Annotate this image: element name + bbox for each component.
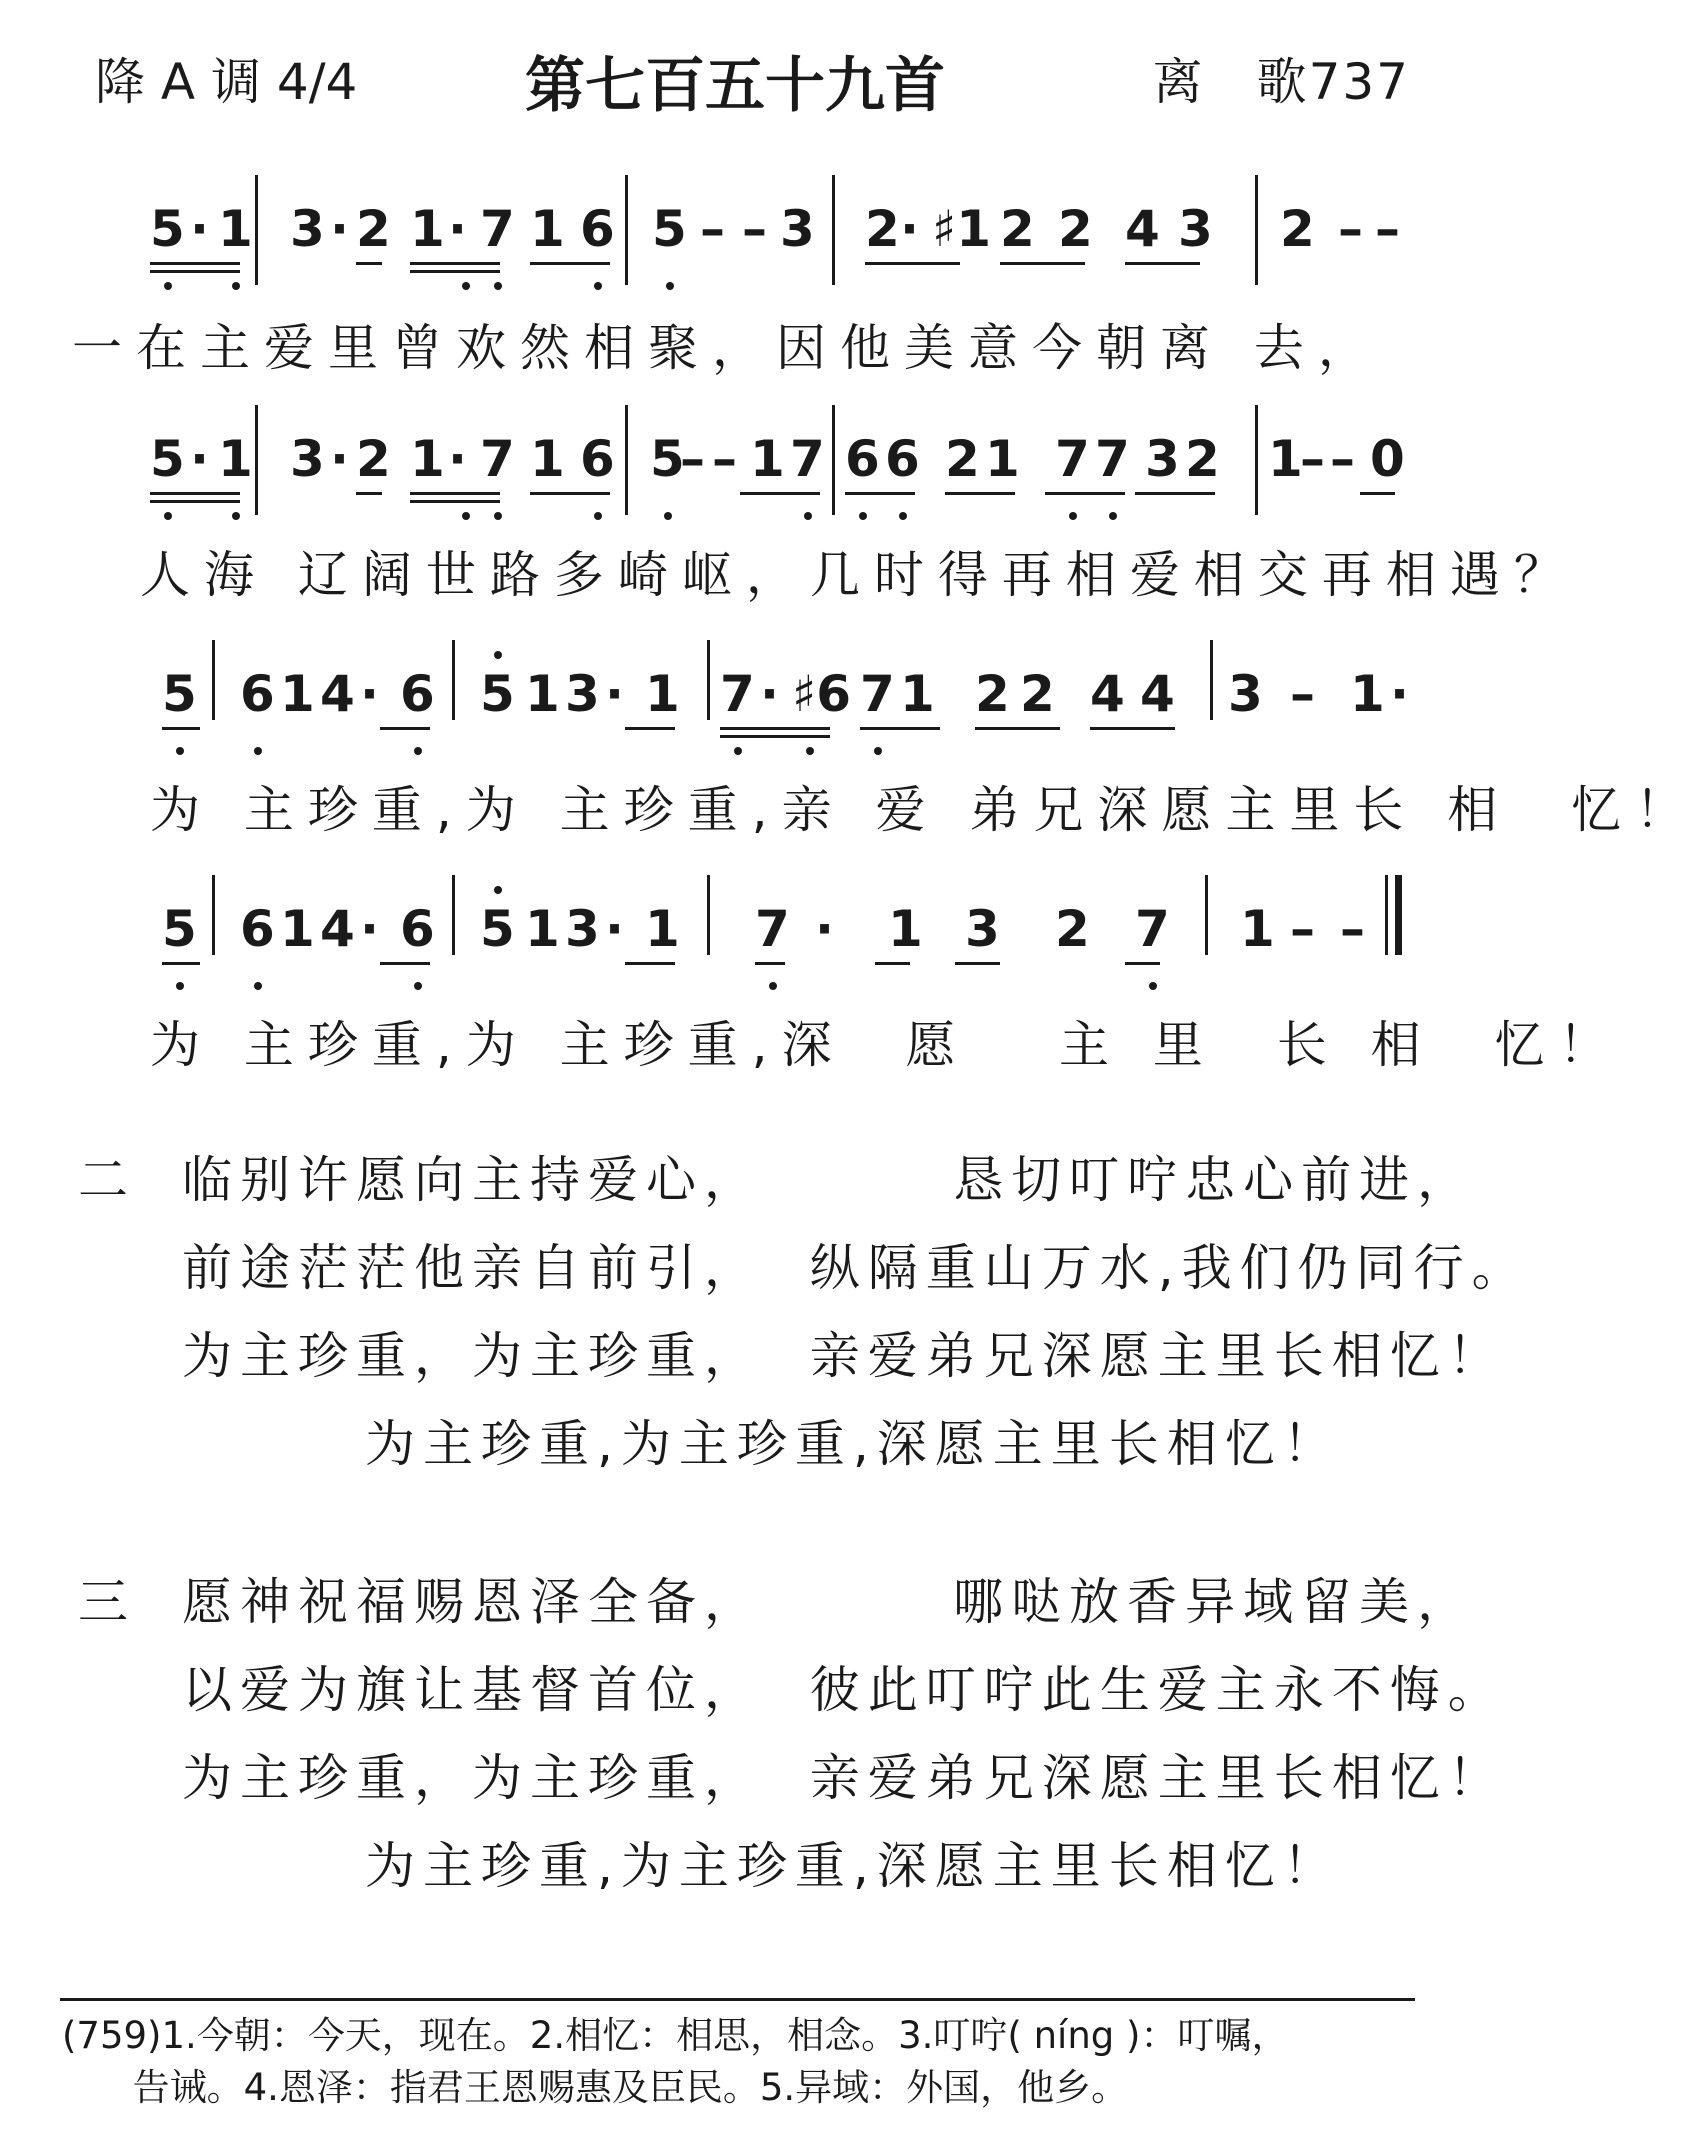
bar-line xyxy=(1205,875,1208,955)
octave-dot xyxy=(899,512,907,520)
note: 5 xyxy=(652,200,687,258)
beam-underline xyxy=(1125,962,1160,965)
note: · xyxy=(330,200,349,258)
note: · xyxy=(190,430,209,488)
beam-underline xyxy=(530,492,610,495)
note: 6 xyxy=(580,430,615,488)
beam-underline xyxy=(865,262,960,265)
note: 3 xyxy=(290,430,325,488)
final-barline-thin xyxy=(1385,875,1388,955)
note: 7 xyxy=(1055,430,1090,488)
bar-line xyxy=(1255,175,1258,285)
verse-3-line-1: 愿神祝福赐恩泽全备， 哪哒放香异域留美， xyxy=(182,1573,1476,1631)
beam-underline xyxy=(356,492,382,495)
note: 1 xyxy=(530,430,565,488)
bar-line xyxy=(625,405,628,515)
octave-dot xyxy=(666,282,674,290)
octave-dot xyxy=(254,747,262,755)
note: 3 xyxy=(290,200,325,258)
octave-dot xyxy=(462,282,470,290)
bar-line xyxy=(832,175,835,285)
note: · xyxy=(900,200,919,258)
lyric-line: 人海 辽阔世路多崎岖，几时得再相爱相交再相遇？ xyxy=(140,546,1578,604)
octave-dot xyxy=(874,747,882,755)
note: – xyxy=(1340,900,1365,958)
note: 1 xyxy=(410,200,445,258)
note: 1 xyxy=(645,665,680,723)
note: – xyxy=(680,430,705,488)
beam-underline xyxy=(845,492,915,495)
note: 1 xyxy=(645,900,680,958)
footnote-line-1: (759)1.今朝：今天，现在。2.相忆：相思，相念。3.叮咛( níng )：叮嘱， xyxy=(62,2014,1289,2057)
octave-dot xyxy=(594,282,602,290)
beam-underline xyxy=(740,492,820,495)
note: 2 xyxy=(1020,665,1055,723)
note: 7 xyxy=(790,430,825,488)
bar-line xyxy=(255,405,258,515)
octave-dot xyxy=(664,512,672,520)
beam-underline xyxy=(380,962,430,965)
verse-3-line-2: 以爱为旗让基督首位， 彼此叮咛此生爱主永不悔。 xyxy=(182,1661,1506,1719)
beam-underline xyxy=(955,962,1000,965)
note: 2 xyxy=(1058,200,1093,258)
note: 7 xyxy=(1095,430,1130,488)
note: 1 xyxy=(280,665,315,723)
note: · xyxy=(330,430,349,488)
note: – xyxy=(1330,430,1355,488)
beam-underline xyxy=(975,727,1060,730)
key-signature: 降 A 调 4/4 xyxy=(95,53,358,111)
note: · xyxy=(360,665,379,723)
beam-underline xyxy=(625,727,675,730)
beam-underline xyxy=(150,262,240,265)
note: · xyxy=(605,665,624,723)
note: 7 xyxy=(860,665,895,723)
beam-underline xyxy=(1135,492,1215,495)
note: – xyxy=(712,430,737,488)
page-number: 737 xyxy=(1308,53,1410,111)
note: – xyxy=(1290,665,1315,723)
beam-underline xyxy=(410,500,500,503)
note: 5 xyxy=(150,200,185,258)
note: · xyxy=(448,200,467,258)
beam-underline xyxy=(625,962,675,965)
note: – xyxy=(1338,200,1363,258)
octave-dot xyxy=(232,282,240,290)
beam-underline xyxy=(1125,262,1200,265)
note: 6 xyxy=(400,665,435,723)
note: 2 xyxy=(975,665,1010,723)
note: 1 xyxy=(900,665,935,723)
beam-underline xyxy=(356,262,382,265)
note: 2 xyxy=(945,430,980,488)
verse-2-line-1: 临别许愿向主持爱心， 恳切叮咛忠心前进， xyxy=(182,1151,1476,1209)
note: 3 xyxy=(1228,665,1263,723)
octave-dot xyxy=(594,512,602,520)
bar-line xyxy=(255,175,258,285)
note: 7 xyxy=(480,430,515,488)
hymn-category-page xyxy=(1153,42,1410,114)
octave-dot xyxy=(1069,512,1077,520)
note: 2 xyxy=(1000,200,1035,258)
beam-underline xyxy=(150,500,240,503)
verse-2-line-4: 为主珍重,为主珍重,深愿主里长相忆！ xyxy=(365,1415,1341,1473)
note: 3 xyxy=(565,665,600,723)
note: · xyxy=(190,200,209,258)
verse-3-number: 三 xyxy=(78,1573,136,1631)
octave-dot xyxy=(494,651,502,659)
note: 1 xyxy=(280,900,315,958)
note: 4 xyxy=(1090,665,1125,723)
note: – xyxy=(700,200,725,258)
beam-underline xyxy=(1045,492,1125,495)
note: 1 xyxy=(410,430,445,488)
note: 6 xyxy=(580,200,615,258)
beam-underline xyxy=(1360,492,1395,495)
octave-dot xyxy=(804,512,812,520)
final-barline-thick xyxy=(1395,875,1402,955)
octave-dot xyxy=(859,512,867,520)
note: 1 xyxy=(530,200,565,258)
note: 4 xyxy=(320,900,355,958)
note: 5 xyxy=(162,900,197,958)
note: 2 xyxy=(356,430,391,488)
note: · xyxy=(815,900,834,958)
bar-line xyxy=(212,875,215,955)
note: 1 xyxy=(750,430,785,488)
note: 2 xyxy=(1280,200,1315,258)
octave-dot xyxy=(176,747,184,755)
octave-dot xyxy=(1109,512,1117,520)
beam-underline xyxy=(410,270,500,273)
note: 6 xyxy=(400,900,435,958)
note: 7 xyxy=(755,900,790,958)
note: 1 xyxy=(985,430,1020,488)
note: 1 xyxy=(1240,900,1275,958)
note: · xyxy=(448,430,467,488)
note: 1 xyxy=(218,430,253,488)
note: 5 xyxy=(650,430,685,488)
beam-underline xyxy=(1000,262,1085,265)
verse-3-line-3: 为主珍重，为主珍重， 亲爱弟兄深愿主里长相忆！ xyxy=(182,1749,1506,1807)
note: · xyxy=(760,665,779,723)
note: 1 xyxy=(525,665,560,723)
beam-underline xyxy=(945,492,1015,495)
bar-line xyxy=(832,405,835,515)
verse-3-line-4: 为主珍重,为主珍重,深愿主里长相忆！ xyxy=(365,1837,1341,1895)
note: · xyxy=(360,900,379,958)
verse-2-line-3: 为主珍重，为主珍重， 亲爱弟兄深愿主里长相忆！ xyxy=(182,1327,1506,1385)
beam-underline xyxy=(720,735,830,738)
bar-line xyxy=(1210,640,1213,720)
verse-2-number: 二 xyxy=(78,1151,136,1209)
note: · xyxy=(1390,665,1409,723)
note: – xyxy=(1300,430,1325,488)
octave-dot xyxy=(462,512,470,520)
note: 1 xyxy=(1350,665,1385,723)
note: 7 xyxy=(480,200,515,258)
note: 3 xyxy=(965,900,1000,958)
note: 3 xyxy=(780,200,815,258)
octave-dot xyxy=(414,982,422,990)
note: 6 xyxy=(240,665,275,723)
note: 4 xyxy=(1125,200,1160,258)
octave-dot xyxy=(494,512,502,520)
note: 3 xyxy=(565,900,600,958)
note: ♯6 xyxy=(792,665,851,723)
beam-underline xyxy=(875,962,910,965)
note: · xyxy=(605,900,624,958)
beam-underline xyxy=(410,262,500,265)
note: 2 xyxy=(1185,430,1220,488)
note: 6 xyxy=(240,900,275,958)
bar-line xyxy=(452,875,455,955)
note: – xyxy=(1375,200,1400,258)
octave-dot xyxy=(414,747,422,755)
note: 6 xyxy=(885,430,920,488)
note: 5 xyxy=(480,900,515,958)
lyric-line: 一在主爱里曾欢然相聚，因他美意今朝离 去， xyxy=(72,319,1382,377)
beam-underline xyxy=(410,492,500,495)
note: 1 xyxy=(525,900,560,958)
octave-dot xyxy=(232,512,240,520)
beam-underline xyxy=(150,492,240,495)
note: ♯1 xyxy=(932,200,991,258)
note: 5 xyxy=(480,665,515,723)
octave-dot xyxy=(494,282,502,290)
octave-dot xyxy=(769,982,777,990)
note: 1 xyxy=(1268,430,1303,488)
note: 6 xyxy=(845,430,880,488)
bar-line xyxy=(1255,405,1258,515)
bar-line xyxy=(625,175,628,285)
verse-2-line-2: 前途茫茫他亲自前引， 纵隔重山万水,我们仍同行。 xyxy=(182,1239,1530,1297)
octave-dot xyxy=(806,747,814,755)
bar-line xyxy=(452,640,455,720)
note: 1 xyxy=(218,200,253,258)
beam-underline xyxy=(380,727,430,730)
octave-dot xyxy=(734,747,742,755)
bar-line xyxy=(212,640,215,720)
footnote-divider xyxy=(60,1998,1415,2001)
note: 2 xyxy=(356,200,391,258)
octave-dot xyxy=(494,886,502,894)
beam-underline xyxy=(150,270,240,273)
note: 4 xyxy=(320,665,355,723)
hymn-category: 离 歌 xyxy=(1152,53,1309,111)
note: 0 xyxy=(1370,430,1405,488)
note: 2 xyxy=(865,200,900,258)
note: 4 xyxy=(1140,665,1175,723)
bar-line xyxy=(707,640,710,720)
beam-underline xyxy=(162,962,200,965)
bar-line xyxy=(707,875,710,955)
beam-underline xyxy=(860,727,940,730)
note: 7 xyxy=(720,665,755,723)
lyric-line: 为 主珍重,为 主珍重,深 愿 主 里 长 相 忆！ xyxy=(150,1016,1623,1074)
octave-dot xyxy=(176,982,184,990)
note: 5 xyxy=(150,430,185,488)
note: 7 xyxy=(1135,900,1170,958)
hymn-title: 第七百五十九首 xyxy=(525,51,945,121)
note: 1 xyxy=(888,900,923,958)
note: 3 xyxy=(1145,430,1180,488)
note: – xyxy=(1290,900,1315,958)
note: 3 xyxy=(1178,200,1213,258)
lyric-line: 为 主珍重,为 主珍重,亲 爱 弟兄深愿主里长 相 忆！ xyxy=(150,781,1699,839)
octave-dot xyxy=(164,512,172,520)
beam-underline xyxy=(720,727,830,730)
footnote-line-2: 告诫。4.恩泽：指君王恩赐惠及臣民。5.异域：外国，他乡。 xyxy=(62,2066,1129,2109)
octave-dot xyxy=(254,982,262,990)
octave-dot xyxy=(1149,982,1157,990)
beam-underline xyxy=(1090,727,1175,730)
beam-underline xyxy=(162,727,200,730)
beam-underline xyxy=(530,262,610,265)
beam-underline xyxy=(755,962,785,965)
note: 5 xyxy=(162,665,197,723)
note: 2 xyxy=(1055,900,1090,958)
octave-dot xyxy=(164,282,172,290)
note: – xyxy=(742,200,767,258)
